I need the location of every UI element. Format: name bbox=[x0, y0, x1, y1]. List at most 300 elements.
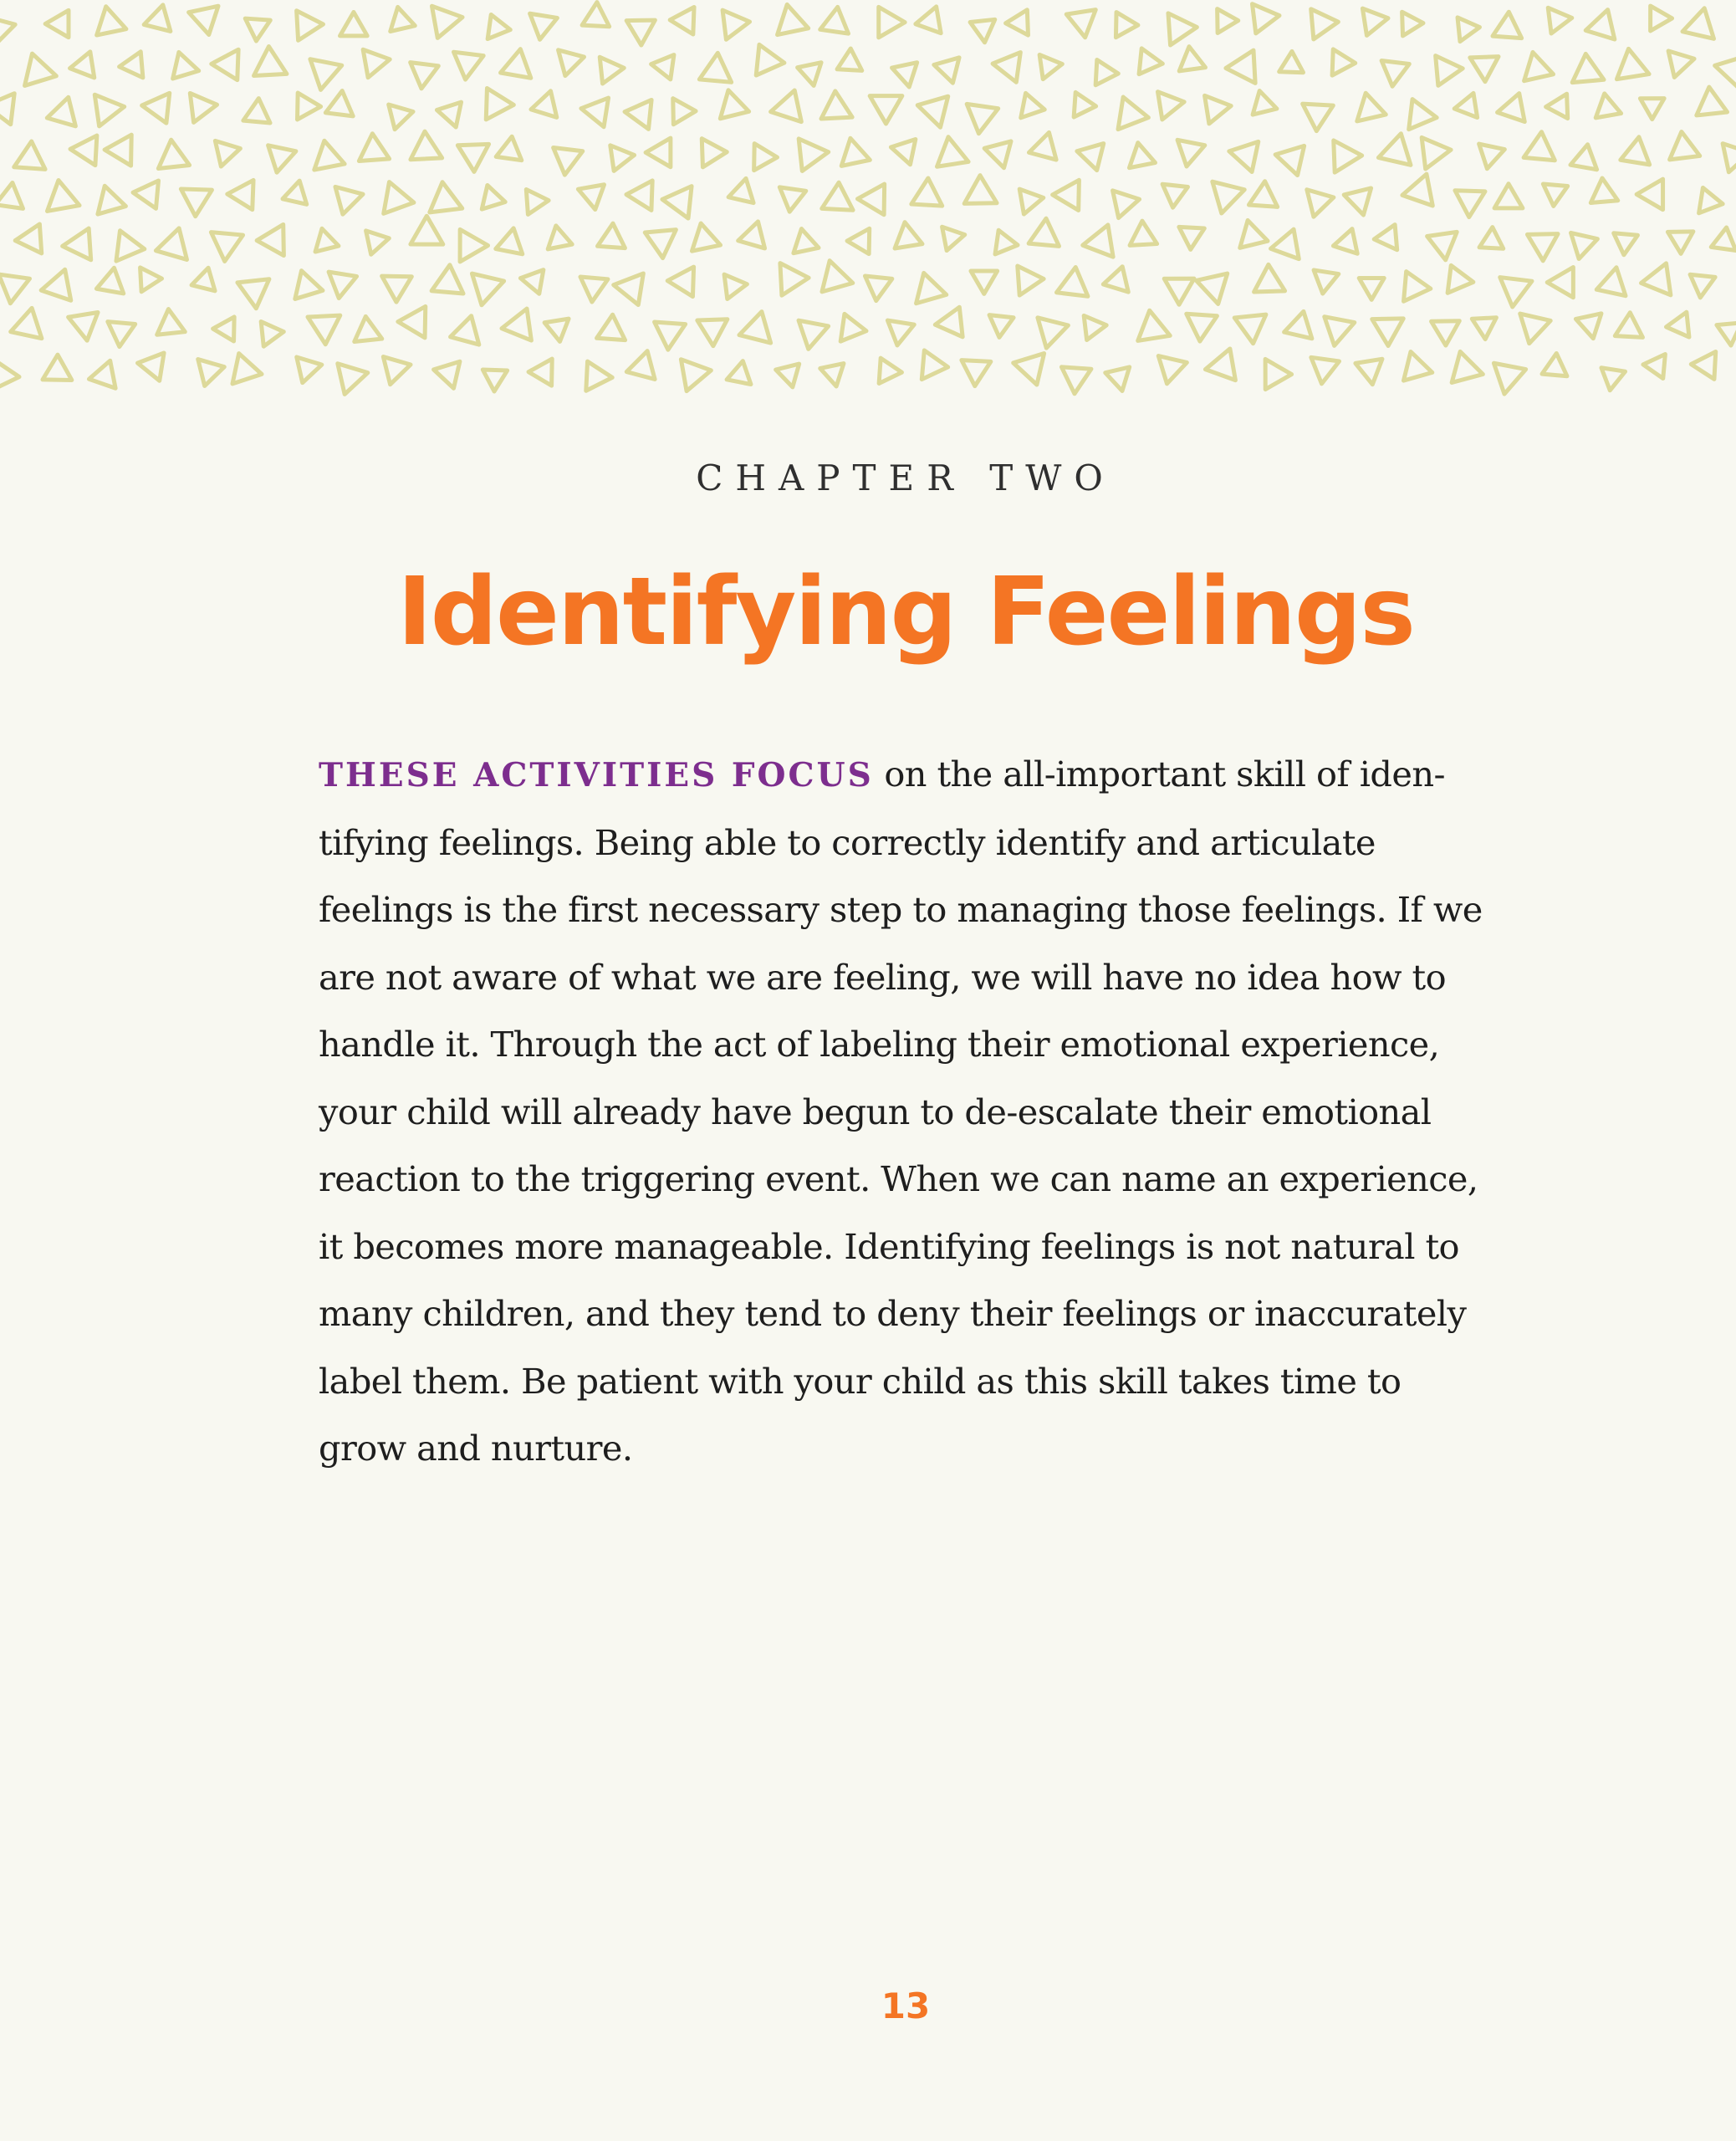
pattern-triangle bbox=[682, 223, 721, 262]
pattern-triangle bbox=[914, 89, 948, 127]
pattern-triangle bbox=[17, 49, 57, 85]
pattern-triangle bbox=[1320, 141, 1361, 180]
pattern-triangle bbox=[1252, 1, 1281, 33]
pattern-triangle bbox=[1570, 142, 1601, 170]
pattern-triangle bbox=[308, 302, 349, 345]
pattern-triangle bbox=[257, 224, 284, 256]
pattern-triangle bbox=[1234, 302, 1275, 344]
pattern-triangle bbox=[1447, 177, 1485, 217]
pattern-triangle bbox=[780, 262, 809, 295]
pattern-triangle bbox=[1612, 233, 1638, 256]
pattern-triangle bbox=[1404, 272, 1432, 304]
pattern-triangle bbox=[1391, 6, 1423, 36]
pattern-triangle bbox=[325, 272, 357, 300]
chapter-title: Identifying Feelings bbox=[397, 558, 1414, 667]
pattern-triangle bbox=[1284, 308, 1318, 338]
pattern-triangle bbox=[155, 308, 186, 335]
pattern-triangle bbox=[1565, 232, 1597, 262]
pattern-triangle bbox=[1010, 181, 1044, 214]
pattern-triangle bbox=[140, 5, 171, 38]
pattern-triangle bbox=[1712, 314, 1736, 345]
pattern-triangle bbox=[1643, 355, 1674, 384]
pattern-triangle bbox=[232, 354, 265, 390]
pattern-triangle bbox=[1128, 49, 1162, 82]
pattern-triangle bbox=[476, 359, 507, 391]
pattern-triangle bbox=[1014, 89, 1044, 117]
pattern-triangle bbox=[1711, 226, 1736, 251]
pattern-triangle bbox=[130, 268, 161, 298]
pattern-triangle bbox=[1226, 136, 1259, 172]
pattern-triangle bbox=[1171, 47, 1205, 82]
pattern-triangle bbox=[798, 54, 830, 86]
pattern-triangle bbox=[1177, 132, 1209, 166]
pattern-triangle bbox=[702, 138, 728, 167]
pattern-triangle bbox=[1307, 184, 1337, 217]
pattern-triangle bbox=[847, 228, 880, 260]
pattern-triangle bbox=[1514, 314, 1550, 347]
pattern-triangle bbox=[43, 355, 72, 381]
pattern-triangle bbox=[1634, 88, 1664, 119]
pattern-triangle bbox=[831, 309, 866, 341]
pattern-triangle bbox=[1699, 187, 1725, 217]
pattern-triangle bbox=[326, 353, 368, 395]
pattern-triangle bbox=[1667, 130, 1700, 160]
paragraph-line: it becomes more manageable. Identifying feelings is not natural to bbox=[319, 1225, 1459, 1267]
pattern-triangle bbox=[284, 271, 323, 309]
pattern-triangle bbox=[1432, 321, 1460, 346]
pattern-triangle bbox=[1321, 43, 1355, 76]
pattern-triangle bbox=[472, 265, 508, 305]
pattern-triangle bbox=[1445, 347, 1483, 382]
pattern-triangle bbox=[1268, 229, 1299, 263]
pattern-triangle bbox=[879, 7, 905, 37]
pattern-triangle bbox=[813, 91, 852, 132]
pattern-triangle bbox=[904, 178, 942, 218]
pattern-triangle bbox=[451, 131, 489, 171]
pattern-triangle bbox=[237, 99, 270, 133]
pattern-triangle bbox=[258, 135, 296, 172]
pattern-triangle bbox=[261, 319, 285, 346]
chapter-intro-paragraph bbox=[319, 741, 1498, 1483]
pattern-triangle bbox=[1275, 135, 1315, 175]
pattern-triangle bbox=[472, 89, 513, 128]
pattern-triangle bbox=[1105, 6, 1138, 37]
pattern-triangle bbox=[1185, 314, 1218, 342]
pattern-triangle bbox=[1373, 49, 1409, 86]
pattern-triangle bbox=[971, 271, 998, 294]
pattern-triangle bbox=[1472, 318, 1497, 340]
pattern-triangle bbox=[789, 226, 819, 253]
pattern-triangle bbox=[1101, 360, 1129, 391]
pattern-triangle bbox=[172, 176, 212, 217]
pattern-triangle bbox=[1592, 268, 1626, 304]
pattern-triangle bbox=[638, 218, 676, 258]
pattern-triangle bbox=[1156, 266, 1194, 305]
pattern-triangle bbox=[661, 183, 692, 218]
pattern-triangle bbox=[87, 186, 125, 224]
pattern-triangle bbox=[646, 138, 671, 167]
pattern-triangle bbox=[548, 226, 576, 256]
pattern-triangle bbox=[398, 306, 439, 345]
pattern-triangle bbox=[822, 181, 855, 210]
pattern-triangle bbox=[602, 146, 635, 176]
chapter-label: CHAPTER TWO bbox=[696, 457, 1116, 498]
pattern-triangle bbox=[1129, 143, 1159, 176]
pattern-triangle bbox=[447, 316, 479, 351]
paragraph-line-1 bbox=[319, 741, 1498, 810]
pattern-triangle bbox=[1372, 319, 1404, 346]
pattern-triangle bbox=[1667, 232, 1693, 254]
pattern-triangle bbox=[857, 176, 897, 215]
pattern-triangle bbox=[692, 53, 731, 94]
pattern-triangle bbox=[1074, 309, 1106, 340]
pattern-triangle bbox=[820, 355, 852, 386]
pattern-triangle bbox=[437, 94, 470, 127]
pattern-triangle bbox=[1085, 54, 1118, 85]
pattern-triangle bbox=[776, 355, 808, 387]
pattern-triangle bbox=[243, 18, 270, 42]
pattern-triangle bbox=[1615, 137, 1649, 174]
pattern-triangle bbox=[329, 187, 363, 217]
paragraph-line: are not aware of what we are feeling, we will have no idea how to bbox=[319, 956, 1447, 998]
pattern-triangle bbox=[728, 176, 758, 203]
pattern-triangle bbox=[528, 359, 564, 392]
pattern-triangle bbox=[1352, 0, 1388, 35]
pattern-triangle bbox=[355, 49, 390, 82]
pattern-triangle bbox=[499, 309, 531, 345]
pattern-triangle bbox=[152, 228, 187, 267]
pattern-triangle bbox=[1490, 264, 1532, 307]
pattern-triangle bbox=[41, 269, 83, 310]
pattern-triangle bbox=[106, 225, 145, 262]
pattern-triangle bbox=[138, 353, 173, 386]
pattern-triangle bbox=[389, 100, 416, 130]
pattern-triangle bbox=[84, 95, 125, 132]
pattern-triangle bbox=[598, 222, 627, 248]
pattern-triangle bbox=[1587, 94, 1621, 128]
paragraph-line: tifying feelings. Being able to correctly identify and articulate bbox=[319, 821, 1376, 863]
pattern-triangle bbox=[597, 314, 627, 340]
pattern-triangle bbox=[63, 228, 105, 268]
pattern-triangle bbox=[528, 91, 556, 123]
pattern-triangle bbox=[578, 175, 612, 210]
pattern-triangle bbox=[895, 222, 927, 258]
pattern-triangle bbox=[1409, 128, 1451, 169]
pattern-triangle bbox=[1039, 52, 1064, 79]
pattern-triangle bbox=[383, 350, 414, 384]
pattern-triangle bbox=[1494, 184, 1523, 208]
pattern-triangle bbox=[1682, 4, 1720, 38]
pattern-triangle bbox=[710, 90, 749, 130]
pattern-triangle bbox=[1448, 10, 1479, 41]
pattern-triangle bbox=[1218, 8, 1238, 33]
pattern-triangle bbox=[1399, 174, 1432, 211]
pattern-triangle bbox=[1155, 4, 1197, 45]
pattern-triangle bbox=[108, 312, 141, 347]
pattern-triangle bbox=[482, 185, 508, 213]
pattern-triangle bbox=[0, 84, 27, 124]
pattern-triangle bbox=[422, 6, 462, 43]
pattern-triangle bbox=[1697, 87, 1733, 126]
pattern-triangle bbox=[1438, 260, 1473, 294]
pattern-triangle bbox=[87, 7, 126, 47]
pattern-triangle bbox=[1393, 351, 1432, 391]
pattern-triangle bbox=[1541, 184, 1568, 207]
pattern-triangle bbox=[360, 231, 389, 258]
pattern-triangle bbox=[325, 89, 355, 116]
pattern-triangle bbox=[1425, 56, 1463, 92]
pattern-triangle bbox=[86, 360, 115, 393]
pattern-triangle bbox=[572, 265, 608, 302]
pattern-triangle bbox=[1162, 175, 1193, 207]
pattern-triangle bbox=[1570, 53, 1604, 83]
pattern-triangle bbox=[1582, 10, 1615, 45]
paragraph-line: your child will already have begun to de-escalate their emotional bbox=[319, 1091, 1432, 1132]
paragraph-line: label them. Be patient with your child as this skill takes time to bbox=[319, 1360, 1402, 1402]
pattern-triangle bbox=[309, 138, 345, 170]
pattern-triangle bbox=[1197, 262, 1238, 304]
lead-in-small-caps: THESE ACTIVITIES FOCUS bbox=[319, 756, 874, 795]
paragraph-line: reaction to the triggering event. When we can name an experience, bbox=[319, 1158, 1478, 1199]
pattern-triangle bbox=[1029, 132, 1066, 170]
pattern-triangle bbox=[189, 6, 224, 38]
pattern-triangle bbox=[0, 361, 19, 396]
paragraph-line: grow and nurture. bbox=[319, 1428, 633, 1469]
pattern-triangle bbox=[15, 224, 54, 262]
pattern-triangle bbox=[1479, 227, 1510, 259]
pattern-triangle bbox=[614, 273, 653, 310]
pattern-triangle bbox=[1253, 359, 1292, 396]
pattern-triangle bbox=[68, 52, 94, 81]
pattern-triangle bbox=[870, 96, 902, 124]
pattern-triangle bbox=[1248, 181, 1279, 207]
pattern-triangle bbox=[431, 356, 460, 388]
pattern-triangle bbox=[1178, 227, 1205, 250]
pattern-triangle bbox=[1691, 351, 1726, 385]
pattern-triangle bbox=[884, 320, 914, 347]
pattern-triangle bbox=[1315, 305, 1355, 346]
pattern-triangle bbox=[488, 14, 512, 42]
pattern-triangle bbox=[1636, 179, 1662, 210]
pattern-triangle bbox=[1711, 49, 1736, 88]
pattern-triangle bbox=[315, 228, 342, 258]
pattern-triangle bbox=[158, 140, 196, 180]
pattern-triangle bbox=[1517, 132, 1555, 172]
pattern-triangle bbox=[381, 276, 411, 302]
paragraph-line: feelings is the first necessary step to managing those feelings. If we bbox=[319, 889, 1483, 930]
pattern-triangle bbox=[253, 45, 287, 75]
pattern-triangle bbox=[359, 134, 396, 173]
pattern-triangle bbox=[754, 144, 778, 171]
pattern-triangle bbox=[837, 48, 863, 70]
pattern-triangle bbox=[892, 53, 926, 87]
pattern-triangle bbox=[909, 268, 947, 304]
pattern-triangle bbox=[45, 10, 69, 37]
pattern-triangle bbox=[283, 181, 315, 213]
pattern-triangle bbox=[1066, 0, 1105, 38]
pattern-triangle bbox=[352, 315, 382, 342]
pattern-triangle bbox=[6, 308, 42, 347]
pattern-triangle bbox=[1226, 43, 1269, 83]
pattern-triangle bbox=[1486, 12, 1521, 49]
pattern-triangle bbox=[1074, 92, 1097, 118]
pattern-triangle bbox=[163, 52, 199, 88]
pattern-triangle bbox=[582, 3, 616, 38]
pattern-triangle bbox=[1542, 353, 1575, 386]
pattern-triangle bbox=[916, 7, 952, 42]
pattern-triangle bbox=[1374, 225, 1407, 258]
pattern-triangle bbox=[1006, 4, 1039, 35]
pattern-triangle bbox=[626, 351, 665, 390]
pattern-triangle bbox=[198, 354, 227, 386]
pattern-triangle bbox=[967, 94, 1004, 134]
pattern-triangle bbox=[868, 358, 901, 391]
pattern-triangle bbox=[0, 12, 18, 43]
pattern-triangle bbox=[1422, 222, 1457, 260]
pattern-triangle bbox=[1572, 307, 1601, 339]
pattern-triangle bbox=[832, 138, 871, 176]
pattern-triangle bbox=[552, 50, 584, 79]
pattern-triangle bbox=[1547, 268, 1573, 298]
pattern-triangle bbox=[788, 139, 829, 177]
paragraph-line: handle it. Through the act of labeling their emotional experience, bbox=[319, 1024, 1440, 1065]
pattern-triangle bbox=[991, 49, 1021, 82]
pattern-triangle bbox=[105, 135, 131, 166]
pattern-triangle bbox=[1133, 308, 1170, 340]
pattern-triangle bbox=[1056, 268, 1097, 309]
pattern-triangle bbox=[989, 306, 1019, 337]
pattern-triangle bbox=[1583, 178, 1618, 214]
triangle-pattern-graphic bbox=[0, 0, 1736, 401]
pattern-triangle bbox=[1609, 313, 1643, 349]
pattern-triangle bbox=[814, 7, 848, 43]
pattern-triangle bbox=[650, 52, 674, 79]
pattern-triangle bbox=[988, 226, 1018, 254]
pattern-triangle bbox=[287, 348, 322, 382]
pattern-triangle bbox=[722, 7, 752, 39]
pattern-triangle bbox=[43, 97, 75, 132]
pattern-triangle bbox=[1612, 46, 1649, 79]
pattern-triangle bbox=[767, 4, 809, 46]
pattern-triangle bbox=[1378, 130, 1417, 165]
pattern-triangle bbox=[70, 135, 109, 172]
pattern-triangle bbox=[1344, 178, 1381, 215]
pattern-triangle bbox=[285, 11, 324, 48]
pattern-triangle bbox=[667, 259, 707, 297]
pattern-triangle bbox=[1279, 51, 1305, 73]
pattern-triangle bbox=[286, 86, 321, 120]
pattern-triangle bbox=[1130, 221, 1163, 256]
pattern-triangle bbox=[1301, 104, 1333, 131]
pattern-triangle bbox=[1546, 88, 1578, 118]
pattern-triangle bbox=[63, 303, 98, 340]
pattern-triangle bbox=[1077, 144, 1111, 175]
pattern-triangle bbox=[1682, 264, 1715, 298]
pattern-triangle bbox=[863, 276, 892, 302]
pattern-triangle bbox=[743, 44, 784, 84]
pattern-triangle bbox=[133, 181, 169, 214]
pattern-triangle bbox=[1302, 346, 1339, 384]
pattern-triangle bbox=[1514, 52, 1553, 91]
pattern-triangle bbox=[1105, 191, 1140, 222]
pattern-triangle bbox=[1230, 220, 1268, 258]
pattern-triangle bbox=[652, 322, 685, 350]
pattern-triangle bbox=[96, 265, 127, 294]
pattern-triangle bbox=[1723, 138, 1736, 171]
pattern-triangle bbox=[1038, 310, 1073, 348]
pattern-triangle bbox=[501, 49, 541, 90]
pattern-triangle bbox=[544, 135, 583, 175]
pattern-triangle bbox=[681, 355, 713, 391]
pattern-triangle bbox=[402, 216, 443, 258]
pattern-triangle bbox=[777, 187, 806, 214]
pattern-triangle bbox=[1666, 312, 1699, 345]
pattern-triangle bbox=[1205, 349, 1248, 391]
pattern-triangle bbox=[451, 52, 483, 81]
pattern-triangle bbox=[934, 58, 966, 87]
pattern-triangle bbox=[626, 8, 662, 45]
pattern-triangle bbox=[1152, 356, 1187, 387]
pattern-triangle bbox=[1639, 263, 1671, 299]
pattern-triangle bbox=[1118, 97, 1151, 134]
pattern-triangle bbox=[446, 222, 488, 262]
pattern-triangle bbox=[0, 262, 29, 303]
pattern-triangle bbox=[984, 131, 1021, 168]
pattern-triangle bbox=[526, 188, 549, 215]
pattern-triangle bbox=[1333, 229, 1366, 263]
pattern-triangle bbox=[391, 7, 419, 38]
pattern-triangle bbox=[625, 91, 663, 129]
pattern-triangle bbox=[212, 49, 251, 87]
pattern-triangle bbox=[1306, 260, 1339, 294]
pattern-triangle bbox=[965, 11, 995, 43]
pattern-triangle bbox=[1053, 355, 1090, 394]
pattern-triangle bbox=[735, 312, 771, 351]
pattern-triangle bbox=[142, 93, 181, 129]
pattern-triangle bbox=[922, 350, 949, 381]
pattern-triangle bbox=[1149, 92, 1184, 125]
pattern-triangle bbox=[0, 181, 27, 208]
pattern-triangle bbox=[1640, 0, 1672, 31]
pattern-triangle bbox=[1246, 264, 1285, 304]
pattern-triangle bbox=[964, 175, 997, 203]
pattern-triangle bbox=[690, 307, 728, 346]
pattern-triangle bbox=[1206, 181, 1245, 217]
pattern-triangle bbox=[1244, 91, 1277, 124]
pattern-triangle bbox=[891, 130, 925, 165]
pattern-triangle bbox=[600, 54, 625, 84]
pattern-triangle bbox=[1483, 350, 1526, 394]
pattern-triangle bbox=[190, 90, 218, 123]
pattern-triangle bbox=[47, 181, 84, 222]
pattern-triangle bbox=[771, 85, 810, 122]
pattern-triangle bbox=[227, 180, 266, 217]
pattern-triangle bbox=[1474, 144, 1504, 171]
pattern-triangle bbox=[431, 263, 466, 294]
page-number: 13 bbox=[881, 1985, 931, 2026]
pattern-triangle bbox=[14, 141, 48, 170]
pattern-triangle bbox=[411, 53, 444, 89]
pattern-triangle bbox=[738, 217, 772, 248]
pattern-triangle bbox=[530, 5, 563, 39]
pattern-triangle bbox=[1470, 57, 1499, 83]
triangle-pattern-header bbox=[0, 0, 1736, 401]
pattern-triangle bbox=[1498, 94, 1536, 131]
pattern-triangle bbox=[211, 221, 249, 262]
pattern-triangle bbox=[1539, 8, 1572, 38]
pattern-triangle bbox=[1594, 358, 1626, 390]
pattern-triangle bbox=[1520, 221, 1559, 260]
